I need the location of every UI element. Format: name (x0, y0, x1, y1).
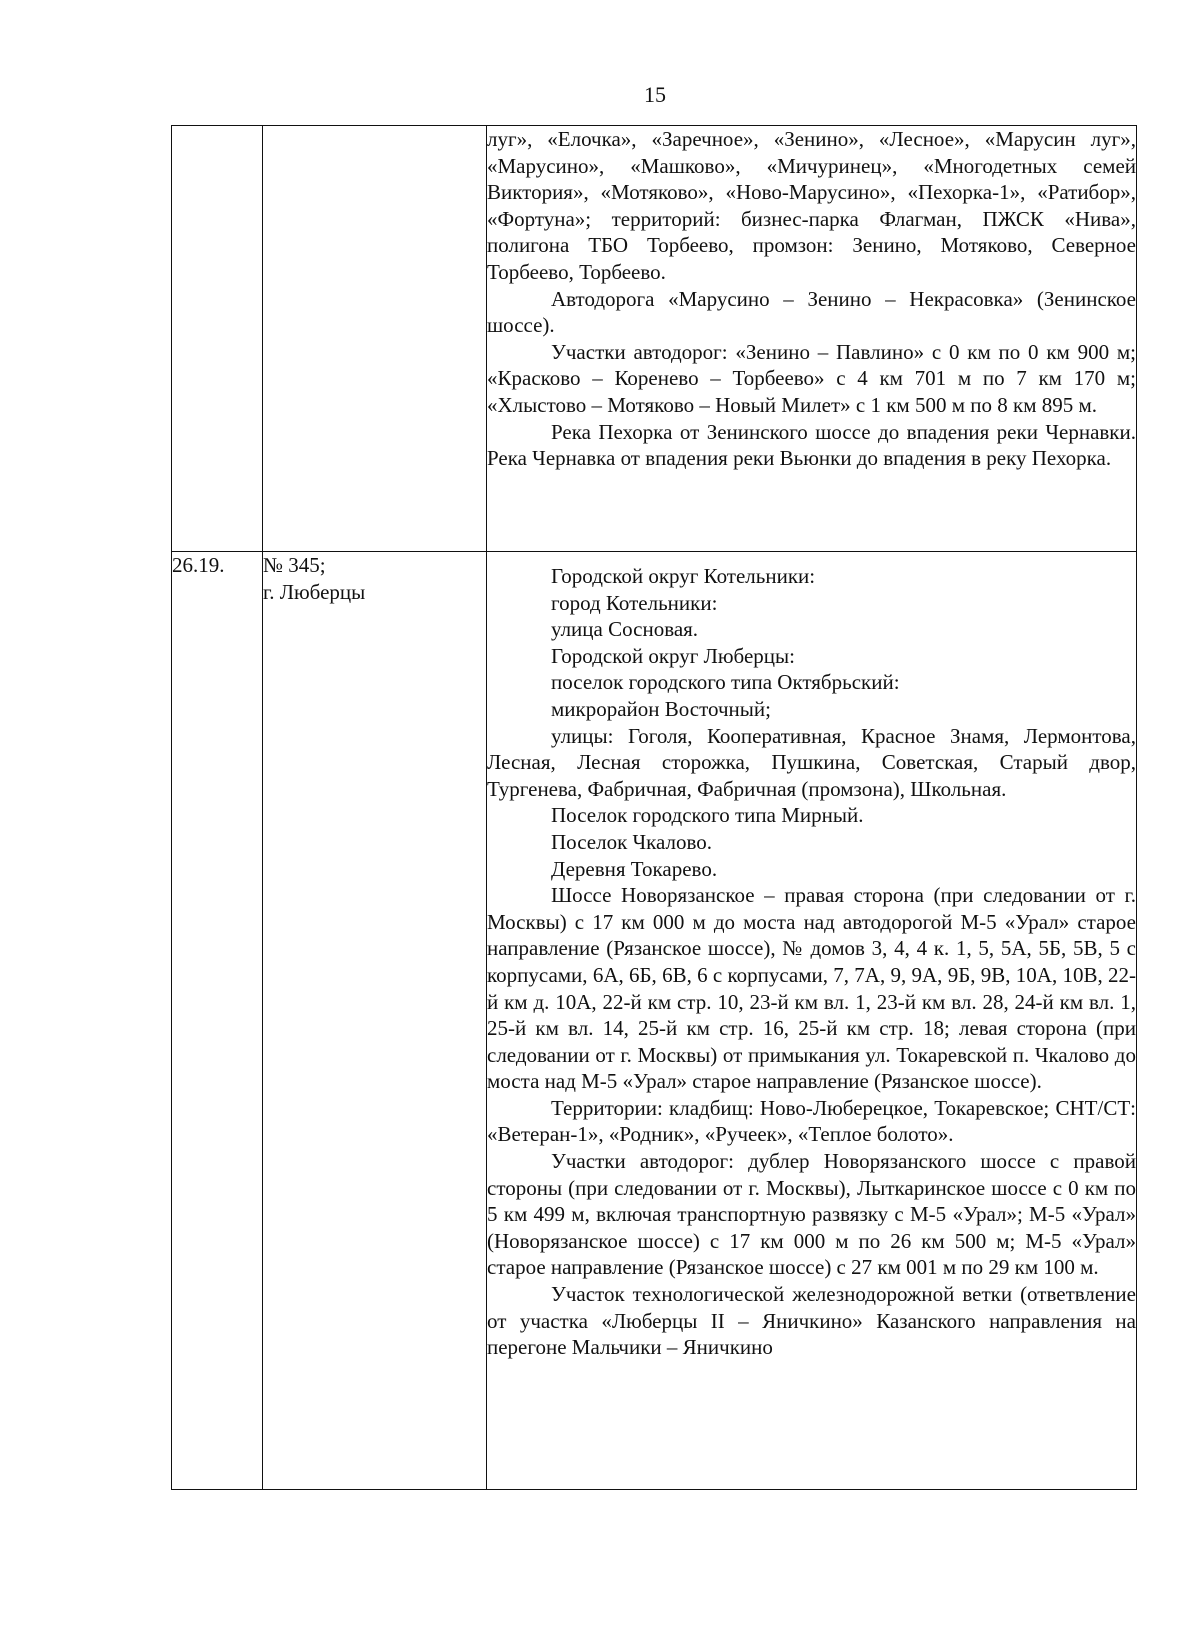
territory-paragraph: микрорайон Восточный; (551, 696, 771, 721)
school-city: г. Люберцы (263, 579, 366, 604)
row-number-cell (172, 126, 263, 552)
territory-paragraph: улица Сосновая. (551, 617, 699, 642)
page-number: 15 (644, 82, 666, 107)
territory-cell (487, 552, 1137, 1490)
school-cell (263, 552, 487, 1490)
territory-paragraph: Поселок Чкалово. (551, 829, 713, 854)
territory-paragraph: Шоссе Новорязанское – правая сторона (при следовании от г. Москвы) с 17 км 000 м до моста над автодорогой М-5 «Урал» старое направление (Рязанское шоссе), № домов 3, 4, 4 к. 1, 5, 5А, 5Б, 5В, 5 с корпусами, 6А, 6Б, 6В, 6 с корпусами, 7, 7А, 9, 9А, 9Б, 9В, 10А, 10В, 22-й км д. 10А, 22-й км стр. 10, 23-й км вл. 1, 23-й км вл. 28, 24-й км вл. 1, 25-й км вл. 14, 25-й км стр. 16, 25-й км стр. 18; левая сторона (при следовании от г. Москвы) от примыкания ул. Токаревской п. Чкалово до моста над М-5 «Урал» старое направление (Рязанское шоссе). (487, 883, 1136, 1094)
territory-paragraph: Участки автодорог: дублер Новорязанского шоссе с правой стороны (при следовании от г. Москвы), Лыткаринское шоссе с 0 км по 5 км 499 м, включая транспортную развязку с М-5 «Урал»; М-5 «Урал» (Новорязанское шоссе) с 17 км 000 м по 26 км 500 м; М-5 «Урал» старое направление (Рязанское шоссе) с 27 км 001 м по 29 км 100 м. (487, 1149, 1136, 1280)
territory-paragraph: поселок городского типа Октябрьский: (551, 670, 900, 695)
school-cell (263, 126, 487, 552)
territory-paragraph: Поселок городского типа Мирный. (551, 803, 864, 828)
territory-paragraph: Участок технологической железнодорожной ветки (ответвление от участка «Люберцы II – Яничкино» Казанского направления на перегоне Мальчики – Яничкино (487, 1282, 1136, 1360)
territory-paragraph: луг», «Елочка», «Заречное», «Зенино», «Лесное», «Марусин луг», «Марусино», «Машково», «Мичуринец», «Многодетных семей Виктория», «Мотяково», «Ново-Марусино», «Пехорка-1», «Ратибор», «Фортуна»; территорий: бизнес-парка Флагман, ПЖСК «Нива», полигона ТБО Торбеево, промзон: Зенино, Мотяково, Северное Торбеево, Торбеево. (487, 127, 1136, 284)
row-number-cell: 26.19. (172, 552, 263, 1490)
assignment-table (171, 125, 1137, 1490)
territory-paragraph: улицы: Гоголя, Кооперативная, Красное Знамя, Лермонтова, Лесная, Лесная сторожка, Пушкина, Советская, Старый двор, Тургенева, Фабричная, Фабричная (промзона), Школьная. (487, 723, 1136, 801)
territory-cell (487, 126, 1137, 552)
school-number: № 345; (263, 553, 326, 577)
territory-paragraph: Автодорога «Марусино – Зенино – Некрасовка» (Зенинское шоссе). (487, 286, 1136, 338)
table-row (172, 126, 1137, 552)
territory-paragraph: Участки автодорог: «Зенино – Павлино» с 0 км по 0 км 900 м; «Красково – Коренево – Торбеево» с 4 км 701 м по 7 км 170 м; «Хлыстово – Мотяково – Новый Милет» с 1 км 500 м по 8 км 895 м. (487, 339, 1136, 417)
territory-paragraph: город Котельники: (551, 590, 718, 615)
territory-paragraph: Городской округ Котельники: (551, 564, 816, 588)
territory-paragraph: Деревня Токарево. (551, 856, 718, 881)
territory-paragraph: Городской округ Люберцы: (551, 643, 795, 668)
table-row (172, 552, 1137, 1490)
territory-paragraph: Территории: кладбищ: Ново-Люберецкое, Токаревское; СНТ/СТ: «Ветеран-1», «Родник», «Ручеек», «Теплое болото». (487, 1095, 1136, 1147)
territory-paragraph: Река Пехорка от Зенинского шоссе до впадения реки Чернавки. Река Чернавка от впадения реки Вьюнки до впадения в реку Пехорка. (487, 419, 1136, 471)
